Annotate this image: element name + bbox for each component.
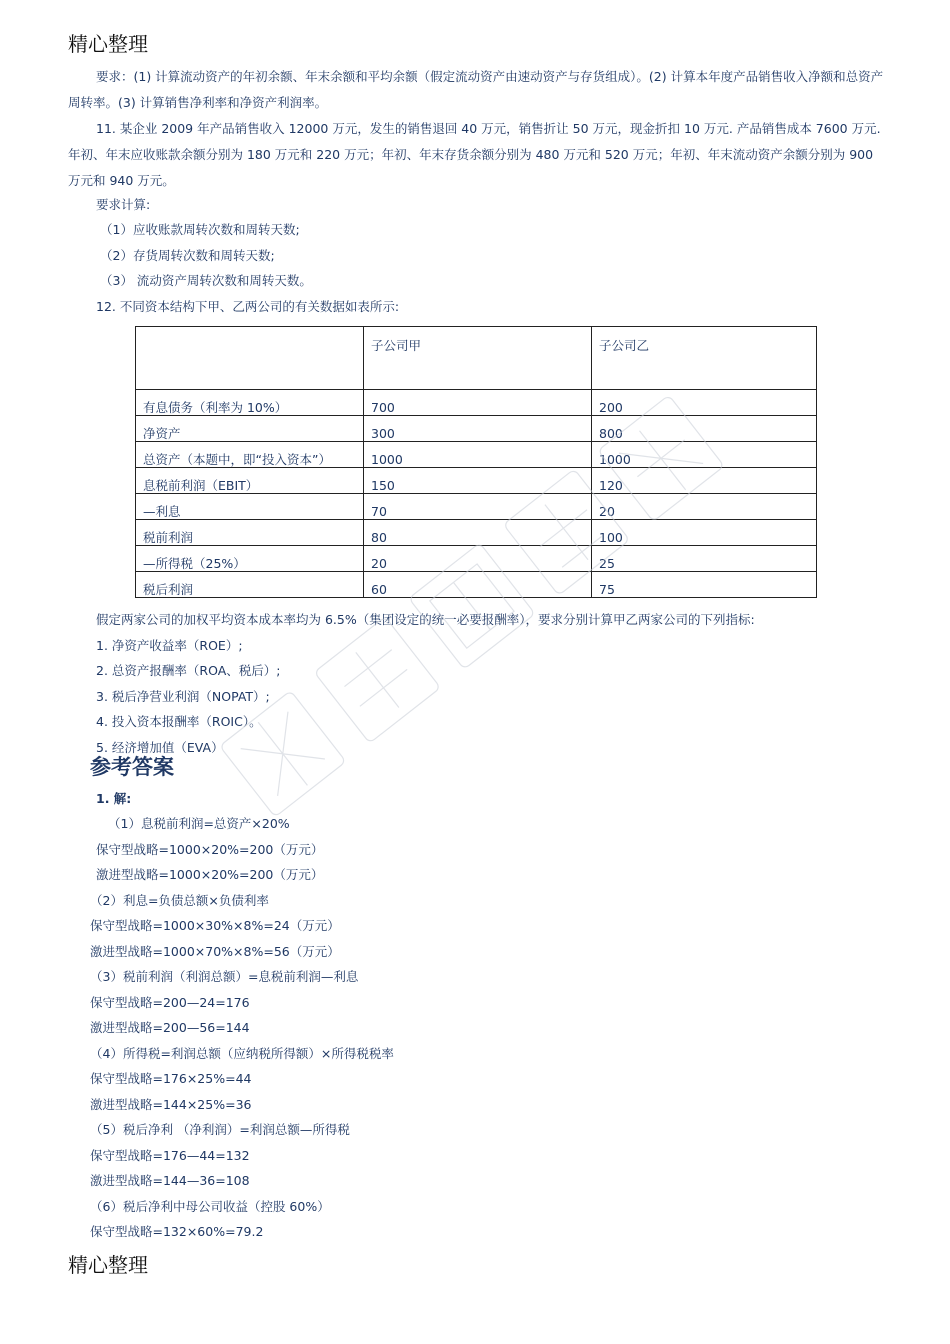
table-cell: 700	[364, 390, 592, 416]
table-cell: 税后利润	[136, 572, 364, 598]
answer-line: 保守型战略=176—44=132	[90, 1148, 250, 1163]
answer-line: （1）息税前利润=总资产×20%	[108, 816, 290, 831]
table-cell: 200	[592, 390, 817, 416]
answer-line: 激进型战略=144—36=108	[90, 1173, 250, 1188]
table-cell: —所得税（25%）	[136, 546, 364, 572]
table-cell: 有息债务（利率为 10%）	[136, 390, 364, 416]
q11-req-title: 要求计算:	[96, 197, 151, 212]
answer-line: （2）利息=负债总额×负债利率	[90, 893, 269, 908]
table-row	[136, 546, 817, 572]
table-header-cell: 子公司甲	[364, 327, 592, 390]
table-cell: 息税前利润（EBIT）	[136, 468, 364, 494]
q12-item: 5. 经济增加值（EVA）	[96, 740, 224, 755]
table-cell: 100	[592, 520, 817, 546]
data-table	[135, 326, 817, 598]
table-cell: 总资产（本题中，即“投入资本”）	[136, 442, 364, 468]
table-cell: 75	[592, 572, 817, 598]
table-cell: 80	[364, 520, 592, 546]
table-cell: 税前利润	[136, 520, 364, 546]
table-cell: 300	[364, 416, 592, 442]
table-cell: 1000	[592, 442, 817, 468]
table-cell: 60	[364, 572, 592, 598]
table-cell: 20	[364, 546, 592, 572]
table-row	[136, 520, 817, 546]
table-header-cell	[136, 327, 364, 390]
q12-item: 1. 净资产收益率（ROE）;	[96, 638, 243, 653]
answer-line: 保守型战略=1000×20%=200（万元）	[96, 842, 324, 857]
table-cell: 20	[592, 494, 817, 520]
table-row	[136, 390, 817, 416]
table-row	[136, 416, 817, 442]
q10-requirements: 要求：(1) 计算流动资产的年初余额、年末余额和平均余额（假定流动资产由速动资产与存货组成）。(2) 计算本年度产品销售收入净额和总资产周转率。(3) 计算销售净利率和净资产利润率。	[68, 69, 884, 110]
table-row	[136, 572, 817, 598]
answer-line: （4）所得税=利润总额（应纳税所得额）×所得税税率	[90, 1046, 394, 1061]
q12-item: 2. 总资产报酬率（ROA、税后）;	[96, 663, 281, 678]
table-cell: 净资产	[136, 416, 364, 442]
q12-item: 3. 税后净营业利润（NOPAT）;	[96, 689, 270, 704]
answer-line: 激进型战略=144×25%=36	[90, 1097, 252, 1112]
answer-line: 保守型战略=200—24=176	[90, 995, 250, 1010]
answer-line: 激进型战略=200—56=144	[90, 1020, 250, 1035]
answer-line: （6）税后净利中母公司收益（控股 60%）	[90, 1199, 330, 1214]
table-cell: 120	[592, 468, 817, 494]
q12-item: 4. 投入资本报酬率（ROIC）。	[96, 714, 262, 729]
table-cell: 25	[592, 546, 817, 572]
q12-text: 12. 不同资本结构下甲、乙两公司的有关数据如表所示:	[96, 299, 400, 314]
answer-line: 保守型战略=176×25%=44	[90, 1071, 252, 1086]
table-cell: —利息	[136, 494, 364, 520]
table-cell: 800	[592, 416, 817, 442]
q11-item: （1）应收账款周转次数和周转天数;	[100, 222, 300, 237]
answer-line: 保守型战略=1000×30%×8%=24（万元）	[90, 918, 340, 933]
page-header: 精心整理	[68, 32, 148, 56]
table-row	[136, 494, 817, 520]
answer-line: 激进型战略=1000×70%×8%=56（万元）	[90, 944, 340, 959]
table-row	[136, 468, 817, 494]
answer-line: （5）税后净利 （净利润）=利润总额—所得税	[90, 1122, 350, 1137]
q12-instruction: 假定两家公司的加权平均资本成本率均为 6.5%（集团设定的统一必要报酬率），要求分别计算甲乙两家公司的下列指标:	[96, 612, 755, 627]
q11-item: （2）存货周转次数和周转天数;	[100, 248, 275, 263]
answer-line: 激进型战略=1000×20%=200（万元）	[96, 867, 324, 882]
answer-line: （3）税前利润（利润总额）=息税前利润—利息	[90, 969, 359, 984]
answer-label: 1. 解:	[96, 791, 132, 806]
table-cell: 150	[364, 468, 592, 494]
answer-line: 保守型战略=132×60%=79.2	[90, 1224, 264, 1239]
table-cell: 70	[364, 494, 592, 520]
q11-text: 11. 某企业 2009 年产品销售收入 12000 万元，发生的销售退回 40 万元，销售折让 50 万元，现金折扣 10 万元. 产品销售成本 7600 万元. 年初、年末应收账款余额分别为 180 万元和 220 万元；年初、年末存货余额分别为 480 万元和 520 万元；年初、年末流动资产余额分别为 900 万元和 940 万元。	[68, 121, 881, 188]
table-row	[136, 442, 817, 468]
page-footer: 精心整理	[68, 1253, 148, 1277]
q11-item: （3） 流动资产周转次数和周转天数。	[100, 273, 312, 288]
answer-title: 参考答案	[90, 754, 174, 779]
table-header-row	[136, 327, 817, 390]
table-cell: 1000	[364, 442, 592, 468]
table-header-cell: 子公司乙	[592, 327, 817, 390]
